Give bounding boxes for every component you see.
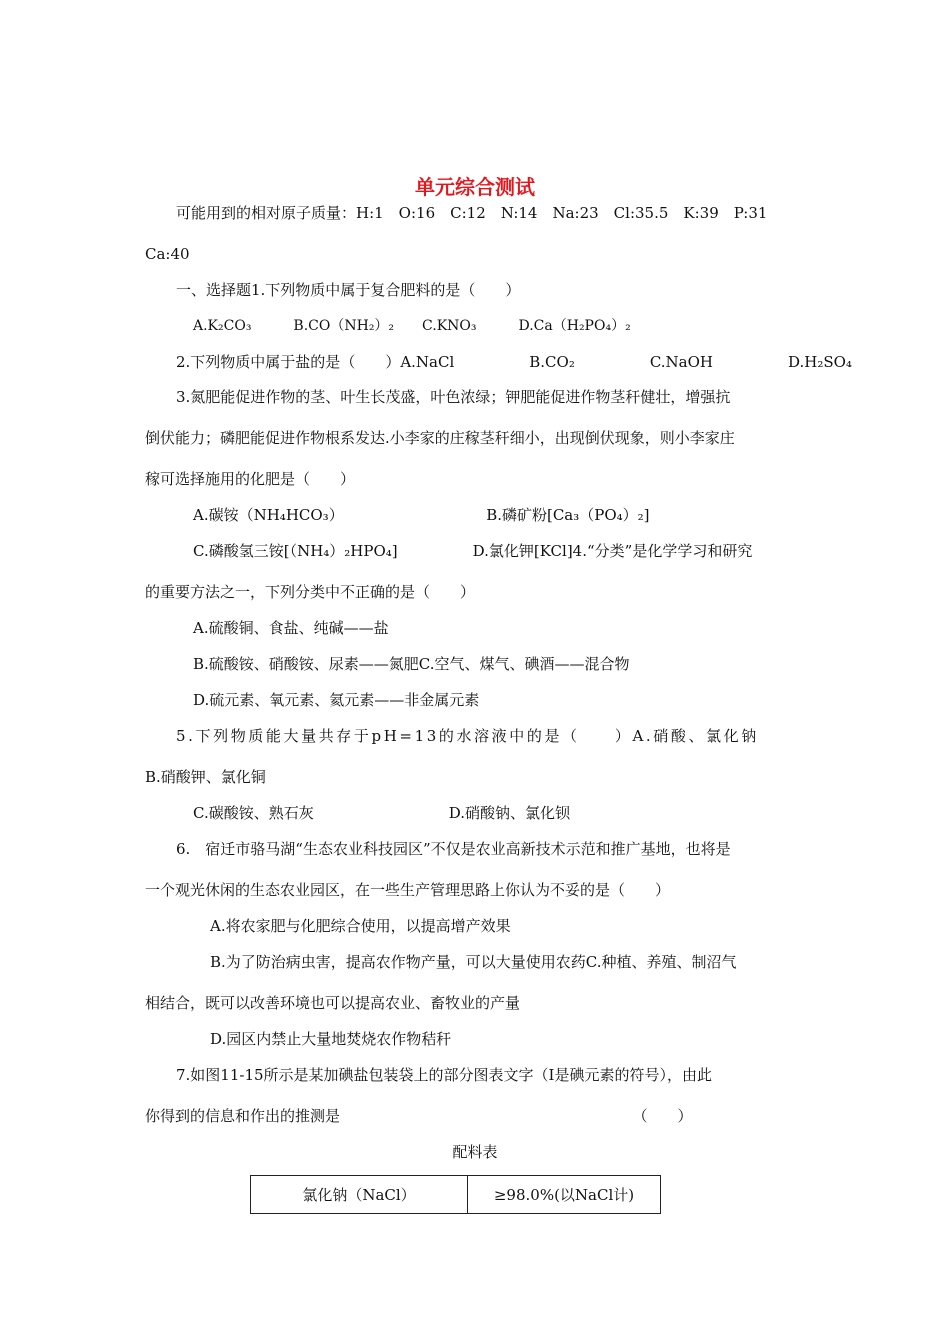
- question-4-option-a: A.硫酸铜、食盐、纯碱——盐: [193, 619, 389, 637]
- question-2: 2.下列物质中属于盐的是（ ）A.NaCl B.CO₂ C.NaOH D.H₂SO₄: [176, 353, 852, 371]
- table-cell: 氯化钠（NaCl）: [251, 1176, 468, 1214]
- question-6-option-d: D.园区内禁止大量地焚烧农作物秸秆: [210, 1030, 452, 1048]
- text-line: 你得到的信息和作出的推测是 （ ）: [145, 1107, 693, 1125]
- question-4: 的重要方法之一，下列分类中不正确的是（ ）: [145, 583, 476, 601]
- text-line: Ca:40: [145, 245, 190, 263]
- ingredient-table: [250, 1175, 661, 1214]
- text-line: 一个观光休闲的生态农业园区，在一些生产管理思路上你认为不妥的是（ ）: [145, 881, 671, 899]
- question-3: 3.氮肥能促进作物的茎、叶生长茂盛，叶色浓绿；钾肥能促进作物茎秆健壮，增强抗: [176, 388, 731, 406]
- table-caption: 配料表: [452, 1143, 498, 1161]
- text-line: 倒伏能力；磷肥能促进作物根系发达.小李家的庄稼茎秆细小，出现倒伏现象，则小李家庄: [145, 429, 735, 447]
- question-6: 6. 宿迁市骆马湖“生态农业科技园区”不仅是农业高新技术示范和推广基地，也将是: [176, 840, 731, 858]
- question-1: 一、选择题1.下列物质中属于复合肥料的是（ ）: [176, 281, 521, 299]
- table-row: [251, 1176, 661, 1214]
- question-5: 5.下列物质能大量共存于pH=13的水溶液中的是（ ）A.硝酸、氯化钠: [176, 727, 759, 745]
- question-3-options: C.磷酸氢三铵[（NH₄）₂HPO₄] D.氯化钾[KCl]4.“分类”是化学学习和研究: [193, 542, 753, 560]
- page-title: 单元综合测试: [415, 175, 535, 199]
- question-5-option-b: B.硝酸钾、氯化铜: [145, 768, 266, 786]
- text-line: 可能用到的相对原子质量：H:1 O:16 C:12 N:14 Na:23 Cl:35.5 K:39 P:31: [176, 204, 768, 222]
- question-5-options: C.碳酸铵、熟石灰 D.硝酸钠、氯化钡: [193, 804, 570, 822]
- question-6-options: B.为了防治病虫害，提高农作物产量，可以大量使用农药C.种植、养殖、制沼气: [210, 953, 737, 971]
- question-4-option-d: D.硫元素、氧元素、氦元素——非金属元素: [193, 691, 480, 709]
- question-4-options: B.硫酸铵、硝酸铵、尿素——氮肥C.空气、煤气、碘酒——混合物: [193, 655, 630, 673]
- text-line: 稼可选择施用的化肥是（ ）: [145, 470, 356, 488]
- question-3-options: A.碳铵（NH₄HCO₃） B.磷矿粉[Ca₃（PO₄）₂]: [193, 506, 650, 524]
- question-7: 7.如图11-15所示是某加碘盐包装袋上的部分图表文字（I是碘元素的符号），由此: [176, 1066, 712, 1084]
- question-1-options: A.K₂CO₃ B.CO（NH₂）₂ C.KNO₃ D.Ca（H₂PO₄）₂: [193, 318, 631, 334]
- table-cell: ≥98.0%(以NaCl计): [468, 1176, 661, 1214]
- text-line: 相结合，既可以改善环境也可以提高农业、畜牧业的产量: [145, 994, 521, 1012]
- question-6-option-a: A.将农家肥与化肥综合使用，以提高增产效果: [210, 917, 511, 935]
